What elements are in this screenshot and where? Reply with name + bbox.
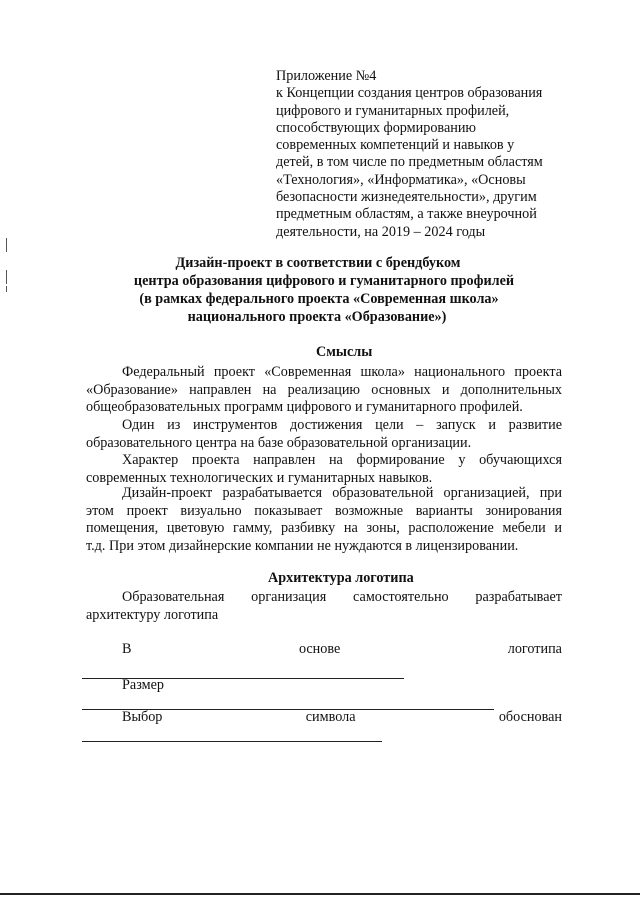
annex-line: детей, в том числе по предметным областям (276, 154, 543, 171)
paragraph (86, 589, 562, 624)
fill-word: Размер (122, 677, 164, 693)
paragraph (86, 417, 562, 452)
paragraph (86, 452, 562, 487)
annex-line: деятельности, на 2019 – 2024 годы (276, 223, 486, 240)
paragraph (86, 485, 562, 556)
paragraph-line: Один из инструментов достижения цели – запуск и развитие (122, 417, 562, 433)
paragraph-line: т.д. При этом дизайнерские компании не нуждаются в лицензировании. (86, 538, 519, 555)
fill-in-row (86, 641, 562, 658)
annex-header (276, 68, 576, 241)
paragraph-line: общеобразовательных программ цифрового и гуманитарного профилей. (86, 399, 523, 416)
fill-word: логотипа (507, 641, 562, 657)
paragraph (86, 364, 562, 417)
fill-word: обоснован (498, 709, 562, 725)
fill-in-row (86, 709, 562, 726)
fill-in-line (82, 741, 382, 742)
paragraph-line: Федеральный проект «Современная школа» национального проекта (122, 364, 562, 380)
scan-edge-line (0, 893, 640, 895)
margin-mark (6, 238, 7, 252)
annex-line: цифрового и гуманитарных профилей, (276, 102, 510, 119)
paragraph-line: архитектуру логотипа (86, 606, 219, 623)
annex-line: к Концепции создания центров образования (276, 85, 543, 102)
title-line: (в рамках федерального проекта «Современная школа» (139, 291, 499, 307)
title-line: центра образования цифрового и гуманитарного профилей (133, 273, 515, 289)
fill-word: Выбор (122, 709, 163, 725)
fill-word: В (122, 641, 132, 657)
section-heading-logo-architecture: Архитектура логотипа (268, 570, 414, 586)
document-title (0, 254, 640, 326)
paragraph-line: Характер проекта направлен на формирование у обучающихся (122, 452, 562, 468)
annex-line: способствующих формированию (276, 119, 477, 136)
title-line: Дизайн-проект в соответствии с брендбуком (175, 255, 461, 271)
section-heading-meanings: Смыслы (316, 344, 373, 360)
annex-line: современных компетенций и навыков у (276, 137, 515, 154)
paragraph-line: «Образование» направлен на реализацию основных и дополнительных (86, 381, 562, 398)
paragraph-line: Образовательная организация самостоятельно разрабатывает (122, 589, 562, 605)
paragraph-line: образовательного центра на базе образовательной организации. (86, 434, 472, 451)
annex-line: предметным областям, а также внеурочной (276, 206, 537, 223)
paragraph-line: этом проект визуально показывает возможные варианты зонирования (86, 502, 562, 519)
annex-line: Приложение №4 (276, 68, 377, 84)
paragraph-line: современных технологических и гуманитарных навыков. (86, 469, 433, 486)
title-line: национального проекта «Образование») (187, 309, 447, 325)
annex-line: «Технология», «Информатика», «Основы (276, 171, 526, 188)
annex-line: безопасности жизнедеятельности», другим (276, 189, 537, 206)
fill-word: символа (305, 709, 356, 725)
paragraph-line: помещения, цветовую гамму, разбивку на зоны, расположение мебели и (86, 520, 562, 537)
paragraph-line: Дизайн-проект разрабатывается образовательной организацией, при (122, 485, 562, 501)
fill-word: основе (298, 641, 341, 657)
